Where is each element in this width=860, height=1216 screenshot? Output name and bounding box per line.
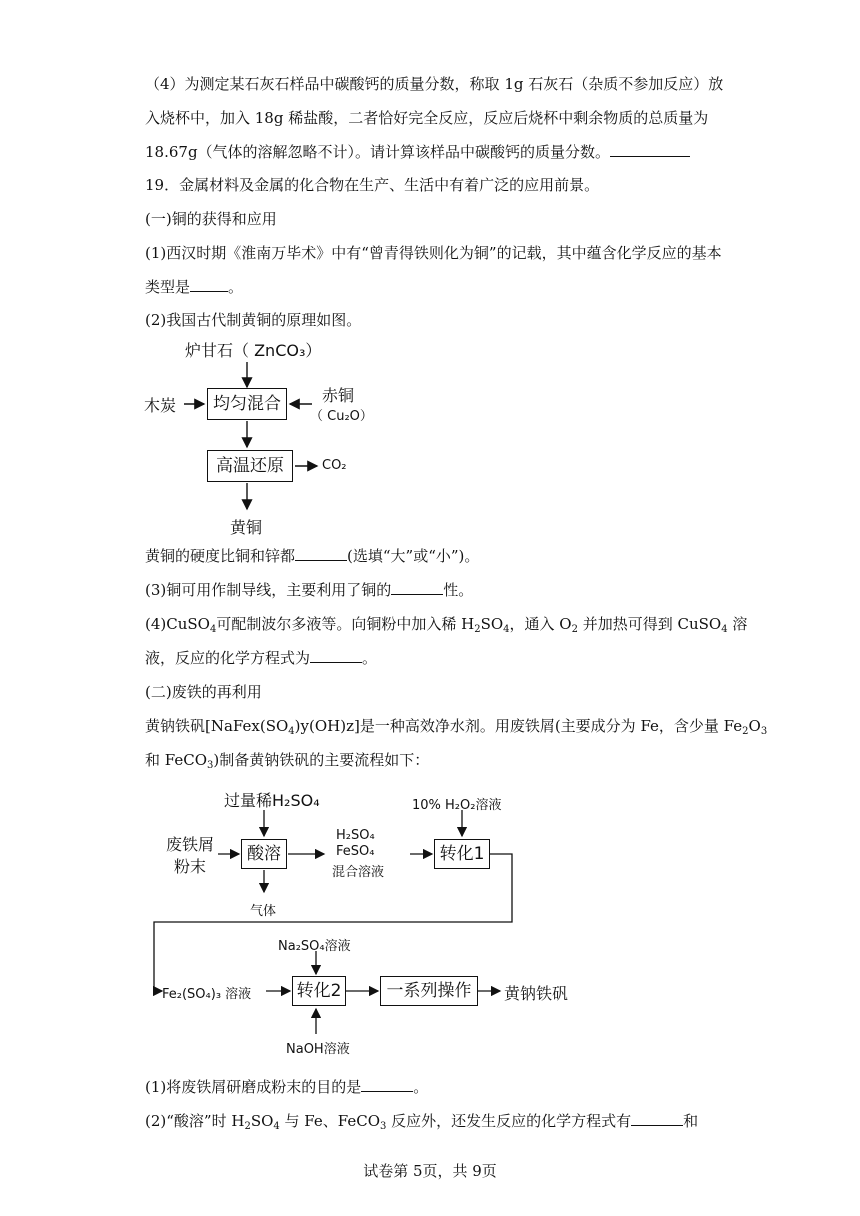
t: 与 Fe、FeCO xyxy=(279,1112,381,1130)
answer-blank[interactable] xyxy=(631,1111,683,1126)
reduction-box: 高温还原 xyxy=(207,450,293,482)
gas-label: 气体 xyxy=(250,904,277,919)
punct: 。 xyxy=(413,1078,429,1096)
powder-label: 粉末 xyxy=(174,857,207,876)
answer-blank[interactable] xyxy=(391,580,443,595)
q19-p2: (2)我国古代制黄铜的原理如图。 xyxy=(145,311,362,329)
answer-blank[interactable] xyxy=(361,1077,413,1092)
acid-dissolve-box: 酸溶 xyxy=(241,839,287,869)
t: 溶 xyxy=(727,615,748,633)
q18-4-line1: （4）为测定某石灰石样品中碳酸钙的质量分数，称取 1g 石灰石（杂质不参加反应）放 xyxy=(145,75,724,93)
q19-p3 xyxy=(145,580,473,600)
zinc-carbonate-label: 炉甘石（ ZnCO₃） xyxy=(185,341,322,360)
mix-box: 均匀混合 xyxy=(207,388,287,420)
diagram1-arrows xyxy=(140,335,400,545)
punct: 。 xyxy=(362,649,378,667)
jarosite-product-label: 黄钠铁矾 xyxy=(504,984,569,1003)
q19-part1-title: (一)铜的获得和应用 xyxy=(145,210,277,228)
sodium-sulfate-label: Na₂SO₄溶液 xyxy=(278,939,351,954)
cuprite-label: 赤铜 xyxy=(322,386,355,405)
q19-p2-after xyxy=(145,546,479,566)
q18-4-line3-text: 18.67g（气体的溶解忽略不计）。请计算该样品中碳酸钙的质量分数。 xyxy=(145,143,611,161)
q19-p4-line2 xyxy=(145,648,377,668)
naoh-solution-label: NaOH溶液 xyxy=(286,1042,350,1057)
t: 反应外，还发生反应的化学方程式有 xyxy=(386,1112,632,1130)
sulfuric-acid-label: H₂SO₄ xyxy=(336,828,375,843)
brass-product-label: 黄铜 xyxy=(230,518,263,537)
t: 和 FeCO xyxy=(145,751,208,769)
brass-flow-diagram xyxy=(140,335,400,545)
diagram2-arrows xyxy=(140,782,580,1062)
charcoal-label: 木炭 xyxy=(144,396,177,415)
scrap-iron-label: 废铁屑 xyxy=(166,835,215,854)
q19-p4-line2-a: 液，反应的化学方程式为 xyxy=(145,649,311,667)
q18-4-line2: 入烧杯中，加入 18g 稀盐酸，二者恰好完全反应，反应后烧杯中剩余物质的总质量为 xyxy=(145,109,709,127)
t: )制备黄钠铁矾的主要流程如下： xyxy=(213,751,430,769)
t: (4)CuSO xyxy=(145,615,210,633)
q18-4-line3 xyxy=(145,142,690,162)
t: SO xyxy=(250,1112,274,1130)
q19-p1-line1: (1)西汉时期《淮南万毕术》中有“曾青得铁则化为铜”的记载，其中蕴含化学反应的基本 xyxy=(145,244,722,262)
operations-box: 一系列操作 xyxy=(380,976,478,1006)
answer-blank[interactable] xyxy=(295,546,347,561)
q19-intro-line1: 黄钠铁矾$[NaFex(SO_4)y(OH)z]$是一种高效净水剂。用废铁屑(主要成分为 Fe，含少量 $Fe_2O_3$ xyxy=(145,717,768,737)
mixed-solution-label: 混合溶液 xyxy=(332,865,385,880)
t: 并加热可得到 CuSO xyxy=(577,615,722,633)
q19-s1 xyxy=(145,1077,428,1097)
answer-blank[interactable] xyxy=(190,277,228,292)
q19-p1-line2-text: 类型是 xyxy=(145,278,191,296)
t: 可配制波尔多液等。向铜粉中加入稀 H xyxy=(216,615,475,633)
conversion1-box: 转化1 xyxy=(434,839,490,869)
t: 和 xyxy=(683,1112,699,1130)
ferric-sulfate-label: Fe₂(SO₄)₃ 溶液 xyxy=(162,987,252,1002)
q19-s2: (2)“酸溶”时 $H_2SO_4$ 与 Fe、FeCO$_3$ 反应外，还发生反应的化学方程式有 和 xyxy=(145,1112,699,1132)
q19-s1-text: (1)将废铁屑研磨成粉末的目的是 xyxy=(145,1078,362,1096)
answer-blank[interactable] xyxy=(310,648,362,663)
t: O xyxy=(748,717,761,735)
q19-intro-line2: 和 FeCO$_3$)制备黄钠铁矾的主要流程如下： xyxy=(145,751,430,771)
page-footer: 试卷第 5页，共 9页 xyxy=(363,1162,497,1180)
q19-part2-title: (二)废铁的再利用 xyxy=(145,683,262,701)
t: ，通入 O xyxy=(509,615,572,633)
t: (2)“酸溶”时 H xyxy=(145,1112,245,1130)
q19-p2-after-b: (选填“大”或“小”)。 xyxy=(347,547,480,565)
jarosite-flow-diagram xyxy=(140,782,580,1062)
dilute-acid-label: 过量稀H₂SO₄ xyxy=(224,791,320,810)
q19-p3-a: (3)铜可用作制导线，主要利用了铜的 xyxy=(145,581,392,599)
answer-blank[interactable] xyxy=(610,142,690,157)
conversion2-box: 转化2 xyxy=(292,976,346,1006)
q19-p2-after-a: 黄铜的硬度比铜和锌都 xyxy=(145,547,296,565)
t: )y(OH)z]是一种高效净水剂。用废铁屑(主要成分为 Fe，含少量 Fe xyxy=(294,717,743,735)
q19-stem: 19．金属材料及金属的化合物在生产、生活中有着广泛的应用前景。 xyxy=(145,176,600,194)
punct: 。 xyxy=(228,278,244,296)
ferrous-sulfate-label: FeSO₄ xyxy=(336,844,375,859)
q19-p3-b: 性。 xyxy=(443,581,474,599)
q19-p1-line2 xyxy=(145,277,243,297)
q19-p4-line1: (4)CuSO$_4$可配制波尔多液等。向铜粉中加入稀 $H_2SO_4$，通入 $O_2$ 并加热可得到 CuSO$_4$ 溶 xyxy=(145,615,748,635)
h2o2-solution-label: 10% H₂O₂溶液 xyxy=(412,798,502,813)
cuprite-formula-label: （ Cu₂O） xyxy=(310,409,373,424)
t: 黄钠铁矾[NaFex(SO xyxy=(145,717,289,735)
t: SO xyxy=(480,615,504,633)
co2-label: CO₂ xyxy=(322,458,347,473)
